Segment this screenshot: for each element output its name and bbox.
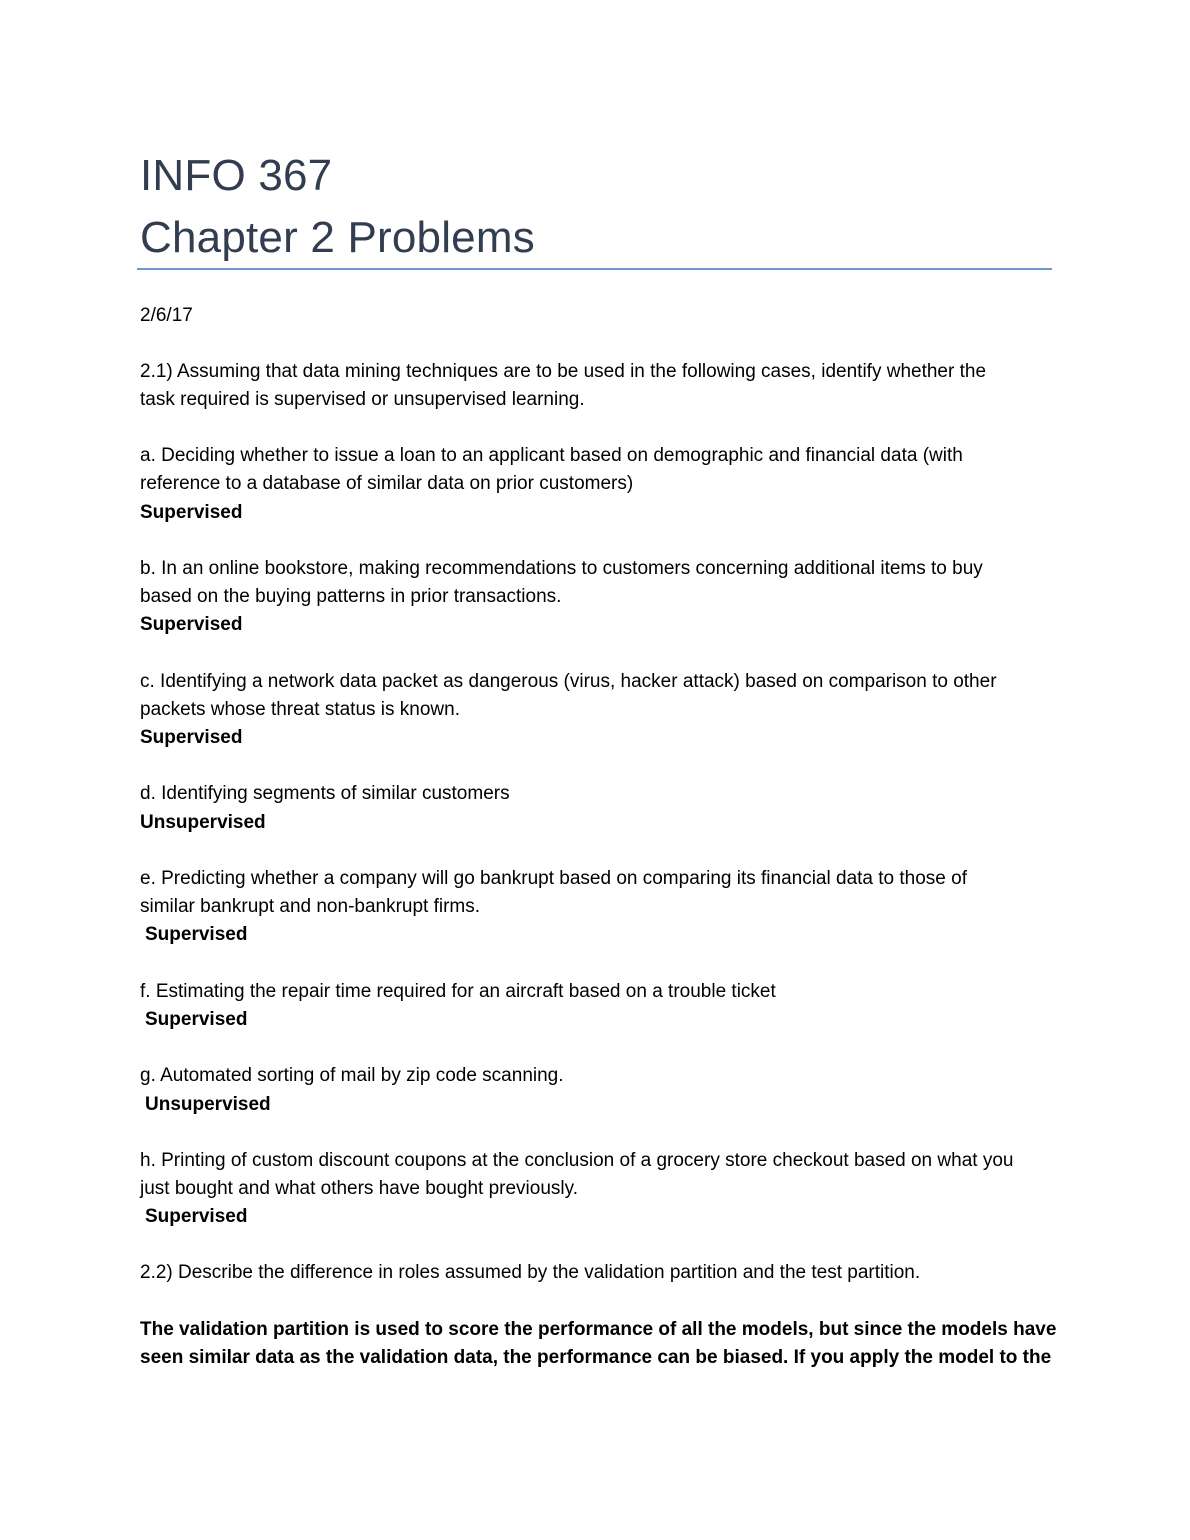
item-g-line-1: g. Automated sorting of mail by zip code scanning. xyxy=(140,1065,564,1086)
item-c-line-1: c. Identifying a network data packet as dangerous (virus, hacker attack) based on comparison to other xyxy=(140,671,997,692)
item-c-answer: Supervised xyxy=(140,727,243,748)
item-c-line-2: packets whose threat status is known. xyxy=(140,699,460,720)
item-h-line-2: just bought and what others have bought previously. xyxy=(140,1178,578,1199)
item-d-line-1: d. Identifying segments of similar customers xyxy=(140,783,510,804)
course-title: INFO 367 xyxy=(140,151,333,200)
chapter-title: Chapter 2 Problems xyxy=(140,213,535,262)
question-2-1-prompt-line-1: 2.1) Assuming that data mining techniques are to be used in the following cases, identify whether the xyxy=(140,361,987,382)
item-e-line-1: e. Predicting whether a company will go bankrupt based on comparing its financial data to those of xyxy=(140,868,967,889)
question-2-2-prompt: 2.2) Describe the difference in roles assumed by the validation partition and the test partition. xyxy=(140,1262,921,1283)
title-underline xyxy=(137,268,1052,270)
item-a-answer: Supervised xyxy=(140,502,243,523)
item-h-line-1: h. Printing of custom discount coupons at the conclusion of a grocery store checkout based on what you xyxy=(140,1150,1014,1171)
item-a-line-1: a. Deciding whether to issue a loan to an applicant based on demographic and financial data (with xyxy=(140,445,963,466)
item-a-line-2: reference to a database of similar data on prior customers) xyxy=(140,473,634,494)
item-b-line-1: b. In an online bookstore, making recommendations to customers concerning additional items to buy xyxy=(140,558,983,579)
item-g-answer: Unsupervised xyxy=(145,1094,271,1115)
question-2-2-answer-line-1: The validation partition is used to score the performance of all the models, but since the models have xyxy=(140,1319,1057,1340)
item-e-line-2: similar bankrupt and non-bankrupt firms. xyxy=(140,896,481,917)
item-h-answer: Supervised xyxy=(145,1206,248,1227)
item-d-answer: Unsupervised xyxy=(140,812,266,833)
document-title xyxy=(140,145,1052,269)
item-e-answer: Supervised xyxy=(145,924,248,945)
item-b-answer: Supervised xyxy=(140,614,243,635)
item-b-line-2: based on the buying patterns in prior transactions. xyxy=(140,586,562,607)
document-date: 2/6/17 xyxy=(140,305,193,326)
item-f-line-1: f. Estimating the repair time required for an aircraft based on a trouble ticket xyxy=(140,981,776,1002)
question-2-1-prompt-line-2: task required is supervised or unsupervised learning. xyxy=(140,389,585,410)
question-2-2-answer-line-2: seen similar data as the validation data, the performance can be biased. If you apply the model to the xyxy=(140,1347,1052,1368)
item-f-answer: Supervised xyxy=(145,1009,248,1030)
